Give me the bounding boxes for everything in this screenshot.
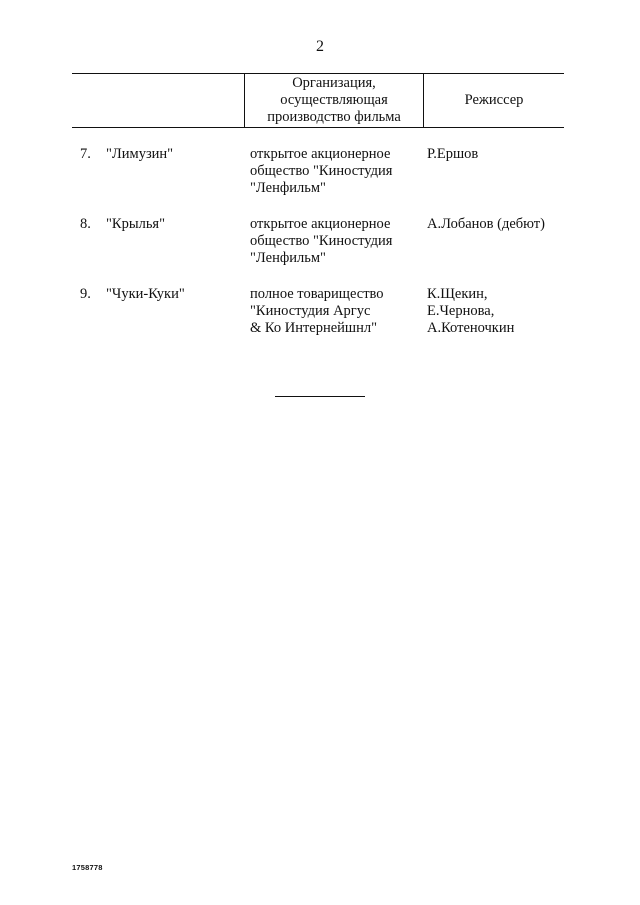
header-organization-line: Организация, bbox=[292, 75, 376, 91]
organization-line: "Ленфильм" bbox=[250, 250, 326, 266]
organization-line: "Ленфильм" bbox=[250, 180, 326, 196]
film-title: "Крылья" bbox=[106, 216, 166, 232]
organization-line: открытое акционерное bbox=[250, 216, 391, 232]
director-cell bbox=[427, 286, 567, 337]
director-cell bbox=[427, 146, 567, 163]
page-number: 2 bbox=[316, 38, 324, 55]
header-cell-film bbox=[72, 74, 244, 127]
director-line: Р.Ершов bbox=[427, 146, 479, 162]
director-line: А.Котеночкин bbox=[427, 320, 515, 336]
film-title: "Лимузин" bbox=[106, 146, 174, 162]
end-of-list-rule bbox=[275, 396, 365, 397]
director-line: А.Лобанов (дебют) bbox=[427, 216, 545, 232]
organization-line: общество "Киностудия bbox=[250, 233, 393, 249]
row-number: 9. bbox=[80, 286, 91, 302]
director-line: К.Щекин, bbox=[427, 286, 488, 302]
films-table bbox=[72, 73, 564, 336]
header-organization-line: осуществляющая bbox=[280, 92, 388, 108]
document-code: 1758778 bbox=[72, 863, 103, 872]
header-cell-organization bbox=[244, 74, 424, 127]
organization-line: открытое акционерное bbox=[250, 146, 391, 162]
row-number: 7. bbox=[80, 146, 91, 162]
organization-line: "Киностудия Аргус bbox=[250, 303, 371, 319]
row-number: 8. bbox=[80, 216, 91, 232]
director-cell bbox=[427, 216, 567, 233]
header-cell-director: Режиссер bbox=[464, 92, 524, 108]
organization-cell bbox=[250, 216, 422, 267]
organization-cell bbox=[250, 286, 422, 337]
organization-line: полное товарищество bbox=[250, 286, 384, 302]
organization-line: общество "Киностудия bbox=[250, 163, 393, 179]
table-header bbox=[72, 73, 564, 128]
header-organization-line: производство фильма bbox=[267, 109, 401, 125]
film-title: "Чуки-Куки" bbox=[106, 286, 185, 302]
director-line: Е.Чернова, bbox=[427, 303, 495, 319]
organization-cell bbox=[250, 146, 422, 197]
organization-line: & Ко Интернейшнл" bbox=[250, 320, 378, 336]
